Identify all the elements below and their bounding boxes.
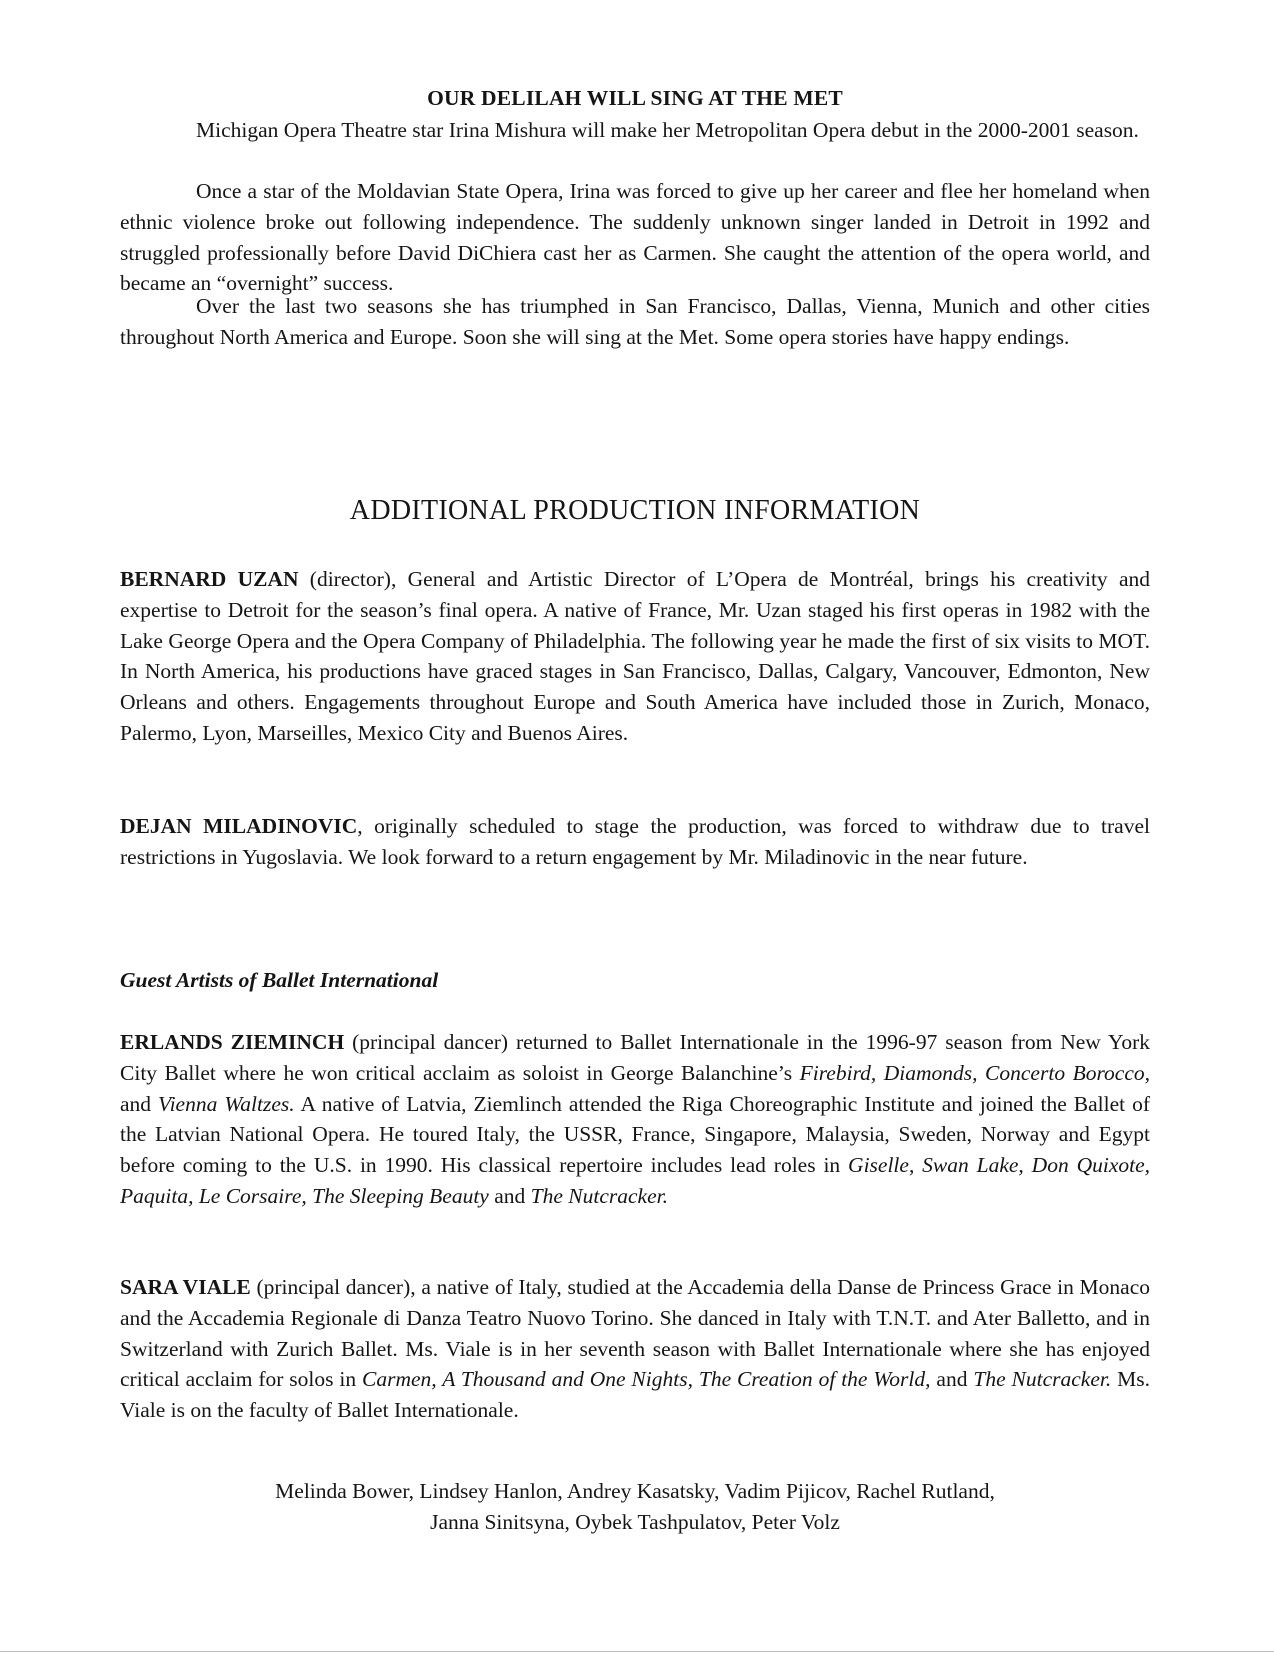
miladinovic-name: DEJAN MILADINOVIC: [120, 814, 358, 838]
miladinovic-note: [120, 811, 1150, 873]
delilah-title: OUR DELILAH WILL SING AT THE MET: [427, 86, 843, 110]
viale-works-2: The Nutcracker.: [973, 1367, 1112, 1392]
guest-artists-heading: Guest Artists of Ballet International: [120, 968, 439, 992]
viale-text-3: Ms. Viale is on the faculty of Ballet Internationale.: [120, 1367, 1150, 1423]
uzan-bio: [120, 564, 1150, 749]
zieminch-works-1: Firebird, Diamonds, Concerto Borocco,: [799, 1060, 1150, 1085]
zieminch-text-3: A native of Latvia, Ziemlinch attended the Riga Choreographic Institute and joined the Ballet of the Latvian National Opera. He toured Italy, the USSR, France, Singapore, Malaysia, Sweden, Norway and Egypt before coming to the U.S. in 1990. His classical repertoire includes lead roles in: [120, 1091, 1151, 1178]
miladinovic-text: , originally scheduled to stage the production, was forced to withdraw due to travel restrictions in Yugoslavia. We look forward to a return engagement by Mr. Miladinovic in the near future.: [120, 814, 1150, 869]
dancers-line-2: Janna Sinitsyna, Oybek Tashpulatov, Peter Volz: [430, 1510, 840, 1534]
viale-text-2: and: [930, 1367, 974, 1392]
zieminch-works-3: Giselle, Swan Lake, Don Quixote, Paquita, Le Corsaire, The Sleeping Beauty: [120, 1153, 1150, 1208]
viale-bio: [120, 1272, 1150, 1426]
zieminch-works-4: The Nutcracker.: [530, 1183, 668, 1208]
zieminch-bio: [120, 1027, 1150, 1212]
viale-works-1: Carmen, A Thousand and One Nights, The Creation of the World,: [362, 1367, 931, 1392]
zieminch-name: ERLANDS ZIEMINCH: [120, 1030, 345, 1054]
delilah-paragraph-3: Over the last two seasons she has triumphed in San Francisco, Dallas, Vienna, Munich and other cities throughout North America and Europe. Soon she will sing at the Met. Some opera stories have happy endings.: [120, 294, 1150, 349]
page-bottom-rule: [0, 1651, 1274, 1652]
delilah-paragraph-1: Michigan Opera Theatre star Irina Mishura will make her Metropolitan Opera debut in the 2000-2001 season.: [196, 118, 1139, 142]
delilah-paragraph-2: Once a star of the Moldavian State Opera, Irina was forced to give up her career and flee her homeland when ethnic violence broke out following independence. The suddenly unknown singer landed in Detroit in 1992 and struggled professionally before David DiChiera cast her as Carmen. She caught the attention of the opera world, and became an “overnight” success.: [120, 179, 1150, 296]
zieminch-text-2: and: [120, 1091, 159, 1116]
zieminch-text-4: and: [488, 1183, 531, 1208]
uzan-name: BERNARD UZAN: [120, 567, 299, 591]
production-heading: ADDITIONAL PRODUCTION INFORMATION: [349, 495, 921, 526]
zieminch-text-1: (principal dancer) returned to Ballet Internationale in the 1996-97 season from New York City Ballet where he won critical acclaim as soloist in George Balanchine’s: [120, 1030, 1150, 1085]
viale-name: SARA VIALE: [120, 1275, 251, 1299]
viale-text-1: (principal dancer), a native of Italy, studied at the Accademia della Danse de Princess Grace in Monaco and the Accademia Regionale di Danza Teatro Nuovo Torino. She danced in Italy with T.N.T. and Ater Balletto, and in Switzerland with Zurich Ballet. Ms. Viale is in her seventh season with Ballet Internationale where she has enjoyed critical acclaim for solos in: [120, 1275, 1150, 1392]
dancers-line-1: Melinda Bower, Lindsey Hanlon, Andrey Kasatsky, Vadim Pijicov, Rachel Rutland,: [275, 1479, 995, 1503]
zieminch-works-2: Vienna Waltzes.: [158, 1091, 295, 1116]
uzan-text: (director), General and Artistic Director of L’Opera de Montréal, brings his creativity and expertise to Detroit for the season’s final opera. A native of France, Mr. Uzan staged his first operas in 1982 with the Lake George Opera and the Opera Company of Philadelphia. The following year he made the first of six visits to MOT. In North America, his productions have graced stages in San Francisco, Dallas, Calgary, Vancouver, Edmonton, New Orleans and others. Engagements throughout Europe and South America have included those in Zurich, Monaco, Palermo, Lyon, Marseilles, Mexico City and Buenos Aires.: [120, 567, 1150, 745]
